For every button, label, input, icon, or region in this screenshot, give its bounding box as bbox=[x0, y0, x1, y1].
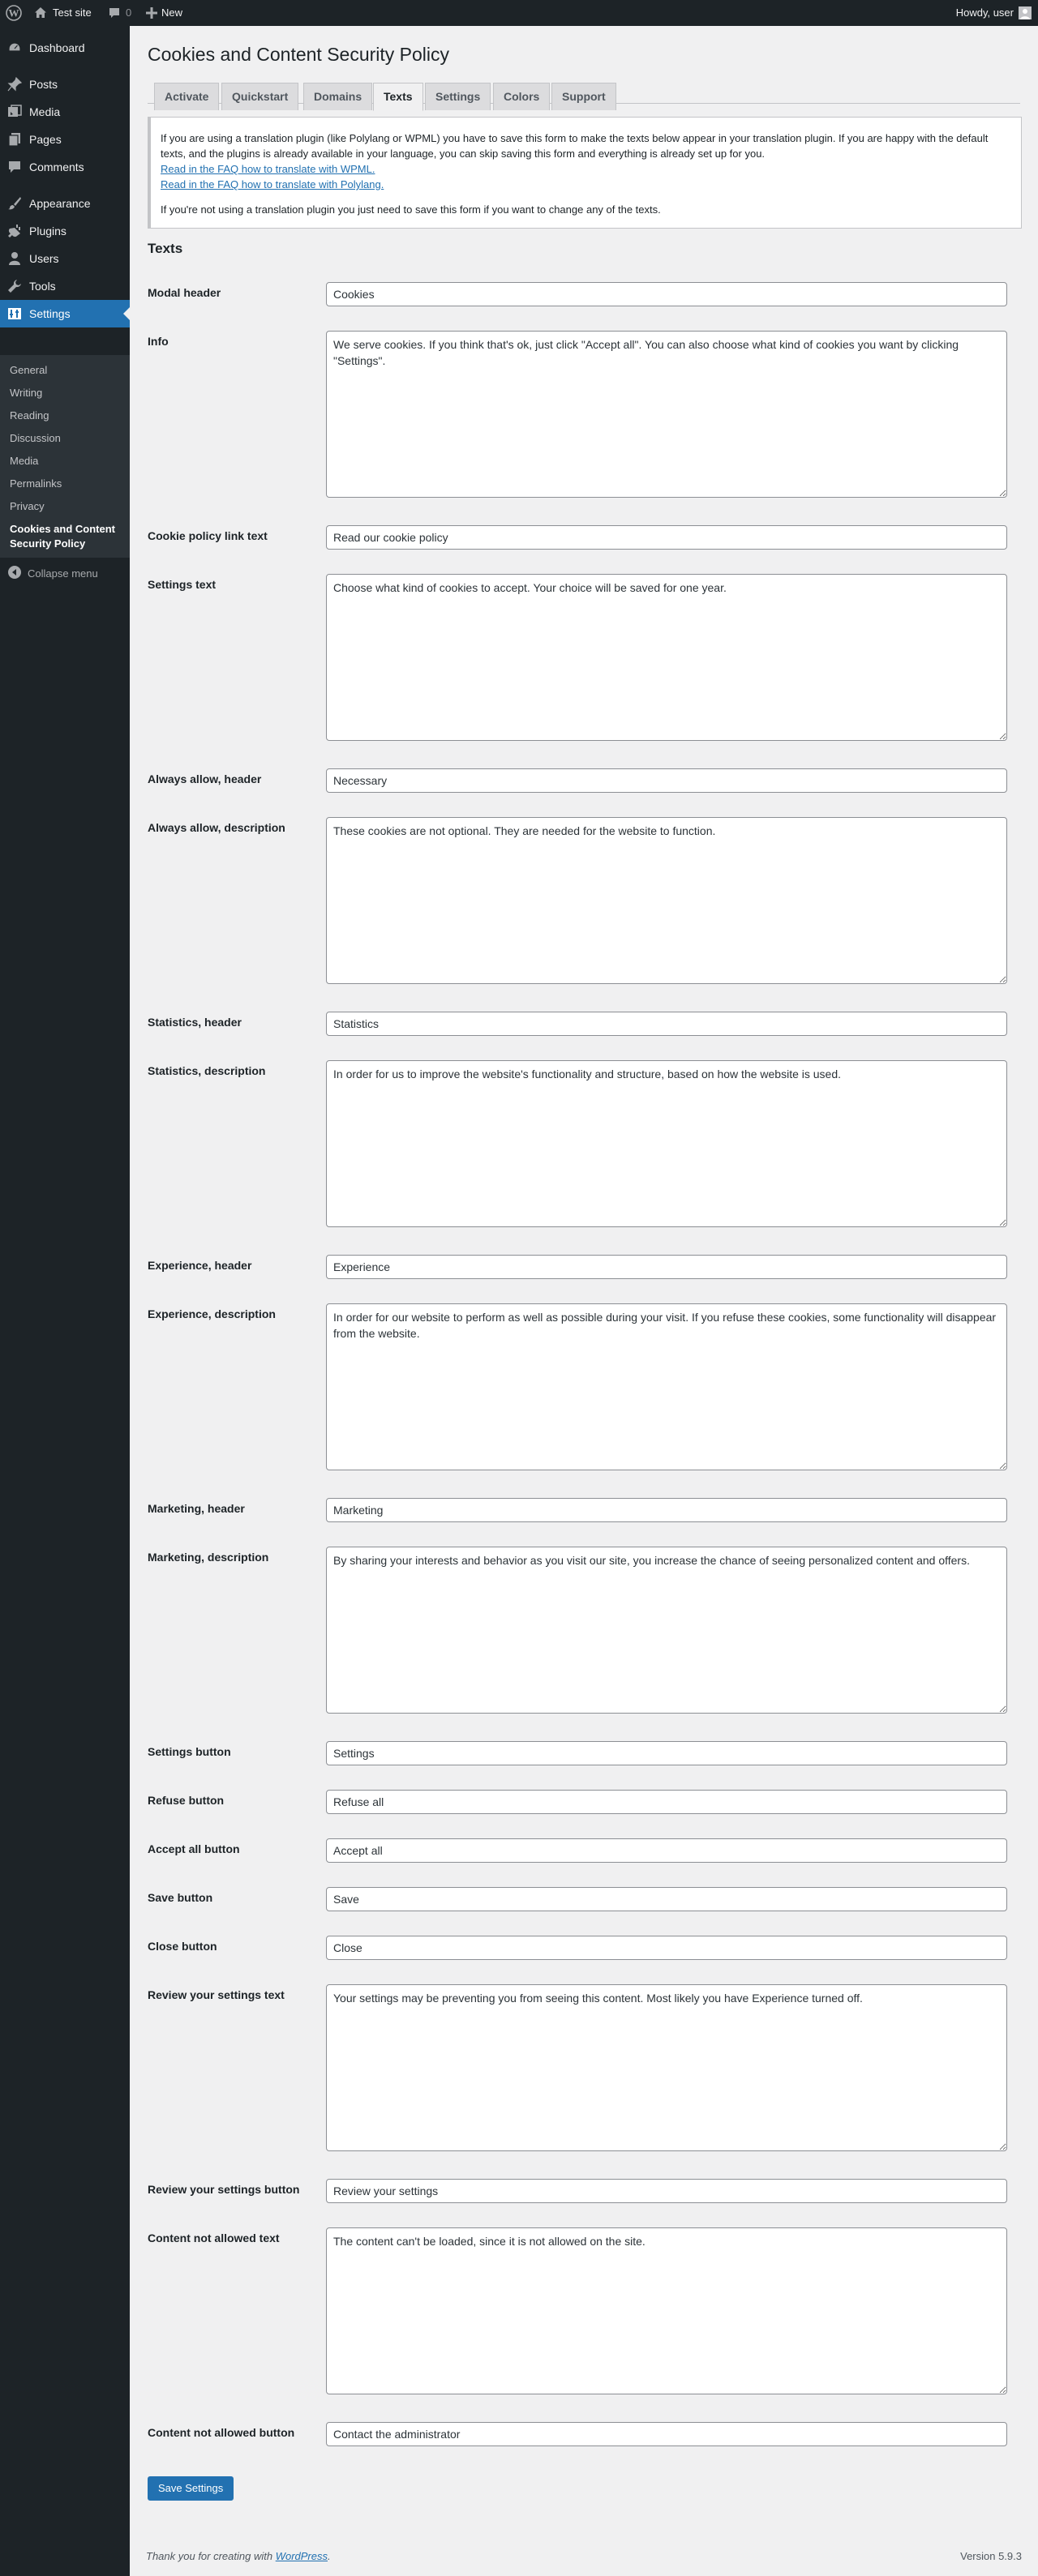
experience-header-input[interactable] bbox=[326, 1255, 1007, 1279]
statistics-header-input[interactable] bbox=[326, 1012, 1007, 1036]
info-textarea[interactable] bbox=[326, 331, 1007, 498]
experience-header-label: Experience, header bbox=[148, 1259, 252, 1272]
settings-button-label: Settings button bbox=[148, 1745, 231, 1758]
comment-bubble-icon bbox=[108, 6, 121, 19]
submenu-item-writing[interactable]: Writing bbox=[10, 387, 43, 399]
new-label: New bbox=[161, 6, 183, 19]
footer-version: Version 5.9.3 bbox=[960, 2550, 1022, 2562]
admin-sidebar bbox=[0, 26, 130, 2576]
new-content-link[interactable] bbox=[146, 0, 182, 26]
experience-description-label: Experience, description bbox=[148, 1307, 276, 1320]
sidebar-item-label: Users bbox=[29, 252, 59, 265]
submenu-item-general[interactable]: General bbox=[10, 364, 48, 376]
sidebar-item-label: Comments bbox=[29, 160, 84, 173]
sidebar-item-appearance[interactable] bbox=[0, 190, 130, 217]
sidebar-item-label: Tools bbox=[29, 280, 56, 293]
wrench-icon bbox=[7, 279, 22, 293]
settings-button-input[interactable] bbox=[326, 1741, 1007, 1765]
review-settings-button-input[interactable] bbox=[326, 2179, 1007, 2203]
modal-header-label: Modal header bbox=[148, 286, 221, 299]
sidebar-item-media[interactable] bbox=[0, 98, 130, 126]
plus-icon bbox=[146, 7, 157, 19]
always-allow-header-input[interactable] bbox=[326, 768, 1007, 793]
settings-text-textarea[interactable] bbox=[326, 574, 1007, 741]
experience-description-textarea[interactable] bbox=[326, 1303, 1007, 1470]
tab-activate[interactable]: Activate bbox=[154, 83, 219, 110]
faq-polylang-link[interactable]: Read in the FAQ how to translate with Polylang. bbox=[161, 178, 384, 190]
submenu-item-discussion[interactable]: Discussion bbox=[10, 432, 61, 444]
refuse-button-input[interactable] bbox=[326, 1790, 1007, 1814]
footer-thanks-suffix: . bbox=[328, 2550, 331, 2562]
cookie-policy-link-text-label: Cookie policy link text bbox=[148, 529, 268, 542]
modal-header-input[interactable] bbox=[326, 282, 1007, 306]
submenu-item-privacy[interactable]: Privacy bbox=[10, 500, 45, 512]
sidebar-item-settings[interactable] bbox=[0, 300, 130, 327]
wordpress-logo-icon[interactable] bbox=[6, 0, 22, 26]
footer-thanks bbox=[146, 2550, 331, 2562]
content-not-allowed-button-label: Content not allowed button bbox=[148, 2426, 295, 2439]
sidebar-item-label: Plugins bbox=[29, 225, 66, 237]
sidebar-item-label: Dashboard bbox=[29, 41, 85, 54]
sidebar-item-plugins[interactable] bbox=[0, 217, 130, 245]
settings-text-label: Settings text bbox=[148, 578, 217, 591]
sidebar-item-comments[interactable] bbox=[0, 153, 130, 181]
cookie-policy-link-text-input[interactable] bbox=[326, 525, 1007, 550]
content-not-allowed-text-label: Content not allowed text bbox=[148, 2232, 280, 2244]
user-icon bbox=[7, 251, 22, 266]
sidebar-item-label: Posts bbox=[29, 78, 58, 91]
statistics-header-label: Statistics, header bbox=[148, 1016, 242, 1029]
sidebar-item-pages[interactable] bbox=[0, 126, 130, 153]
review-settings-text-textarea[interactable] bbox=[326, 1984, 1007, 2151]
collapse-arrow-icon bbox=[8, 566, 21, 581]
svg-text:W: W bbox=[8, 6, 19, 19]
brush-icon bbox=[7, 196, 22, 211]
sidebar-item-label: Pages bbox=[29, 133, 62, 146]
content-not-allowed-button-input[interactable] bbox=[326, 2422, 1007, 2446]
save-button-label: Save button bbox=[148, 1891, 213, 1904]
always-allow-description-textarea[interactable] bbox=[326, 817, 1007, 984]
dashboard-icon bbox=[7, 41, 22, 55]
always-allow-header-label: Always allow, header bbox=[148, 772, 262, 785]
section-title: Texts bbox=[148, 241, 183, 256]
marketing-description-textarea[interactable] bbox=[326, 1547, 1007, 1714]
settings-submenu bbox=[0, 355, 130, 558]
comments-count: 0 bbox=[126, 6, 132, 19]
footer-thanks-prefix: Thank you for creating with bbox=[146, 2550, 276, 2562]
save-settings-button[interactable]: Save Settings bbox=[148, 2476, 234, 2501]
home-icon bbox=[34, 6, 47, 19]
sidebar-item-dashboard[interactable] bbox=[0, 34, 130, 62]
sidebar-item-users[interactable] bbox=[0, 245, 130, 272]
tab-bar bbox=[148, 75, 1020, 104]
faq-wpml-link[interactable]: Read in the FAQ how to translate with WPML. bbox=[161, 163, 375, 175]
sidebar-item-label: Settings bbox=[29, 307, 71, 320]
submenu-item-media[interactable]: Media bbox=[10, 455, 39, 467]
content-not-allowed-text-textarea[interactable] bbox=[326, 2227, 1007, 2394]
save-button-input[interactable] bbox=[326, 1887, 1007, 1911]
close-button-input[interactable] bbox=[326, 1936, 1007, 1960]
sidebar-item-posts[interactable] bbox=[0, 71, 130, 98]
site-name-link[interactable] bbox=[34, 0, 92, 26]
pin-icon bbox=[7, 77, 22, 92]
site-name: Test site bbox=[53, 6, 92, 19]
always-allow-description-label: Always allow, description bbox=[148, 821, 285, 834]
review-settings-button-label: Review your settings button bbox=[148, 2183, 300, 2196]
comments-link[interactable] bbox=[108, 0, 131, 26]
info-label: Info bbox=[148, 335, 169, 348]
submenu-item-reading[interactable]: Reading bbox=[10, 409, 49, 421]
media-icon bbox=[7, 105, 22, 119]
review-settings-text-label: Review your settings text bbox=[148, 1988, 285, 2001]
marketing-description-label: Marketing, description bbox=[148, 1551, 269, 1564]
collapse-menu-label: Collapse menu bbox=[28, 567, 98, 580]
notice-text-secondary: If you're not using a translation plugin you just need to save this form if you want to change any of the texts. bbox=[161, 203, 661, 216]
settings-icon bbox=[7, 306, 22, 321]
pages-icon bbox=[7, 132, 22, 147]
submenu-item-permalinks[interactable]: Permalinks bbox=[10, 477, 62, 490]
collapse-menu-button[interactable] bbox=[8, 566, 98, 581]
tab-support[interactable]: Support bbox=[551, 83, 616, 110]
sidebar-item-label: Appearance bbox=[29, 197, 91, 210]
refuse-button-label: Refuse button bbox=[148, 1794, 225, 1807]
my-account-link[interactable] bbox=[956, 0, 1032, 26]
wordpress-link[interactable]: WordPress bbox=[275, 2550, 328, 2562]
tab-domains[interactable]: Domains bbox=[303, 83, 372, 110]
marketing-header-input[interactable] bbox=[326, 1498, 1007, 1522]
sidebar-item-label: Media bbox=[29, 105, 61, 118]
close-button-label: Close button bbox=[148, 1940, 217, 1953]
admin-bar bbox=[0, 0, 1038, 26]
accept-all-button-label: Accept all button bbox=[148, 1842, 240, 1855]
tab-texts[interactable]: Texts bbox=[373, 83, 423, 111]
notice-text: If you are using a translation plugin (like Polylang or WPML) you have to save this form to make the texts below appear in your translation plugin. If you are happy with the default texts, and the plugins is already available in your language, you can skip saving this form and everything is already set up for you. bbox=[161, 132, 989, 160]
submenu-item-cookies-csp[interactable]: Cookies and Content Security Policy bbox=[10, 523, 116, 550]
tab-quickstart[interactable]: Quickstart bbox=[221, 83, 298, 110]
plug-icon bbox=[7, 224, 22, 238]
tab-colors[interactable]: Colors bbox=[493, 83, 550, 110]
marketing-header-label: Marketing, header bbox=[148, 1502, 245, 1515]
statistics-description-textarea[interactable] bbox=[326, 1060, 1007, 1227]
page-title: Cookies and Content Security Policy bbox=[148, 44, 450, 65]
accept-all-button-input[interactable] bbox=[326, 1838, 1007, 1863]
tab-settings[interactable]: Settings bbox=[425, 83, 491, 110]
howdy-text: Howdy, user bbox=[955, 6, 1014, 19]
comment-icon bbox=[7, 160, 22, 174]
avatar bbox=[1019, 6, 1032, 19]
translation-notice bbox=[148, 117, 1022, 229]
sidebar-item-tools[interactable] bbox=[0, 272, 130, 300]
statistics-description-label: Statistics, description bbox=[148, 1064, 266, 1077]
